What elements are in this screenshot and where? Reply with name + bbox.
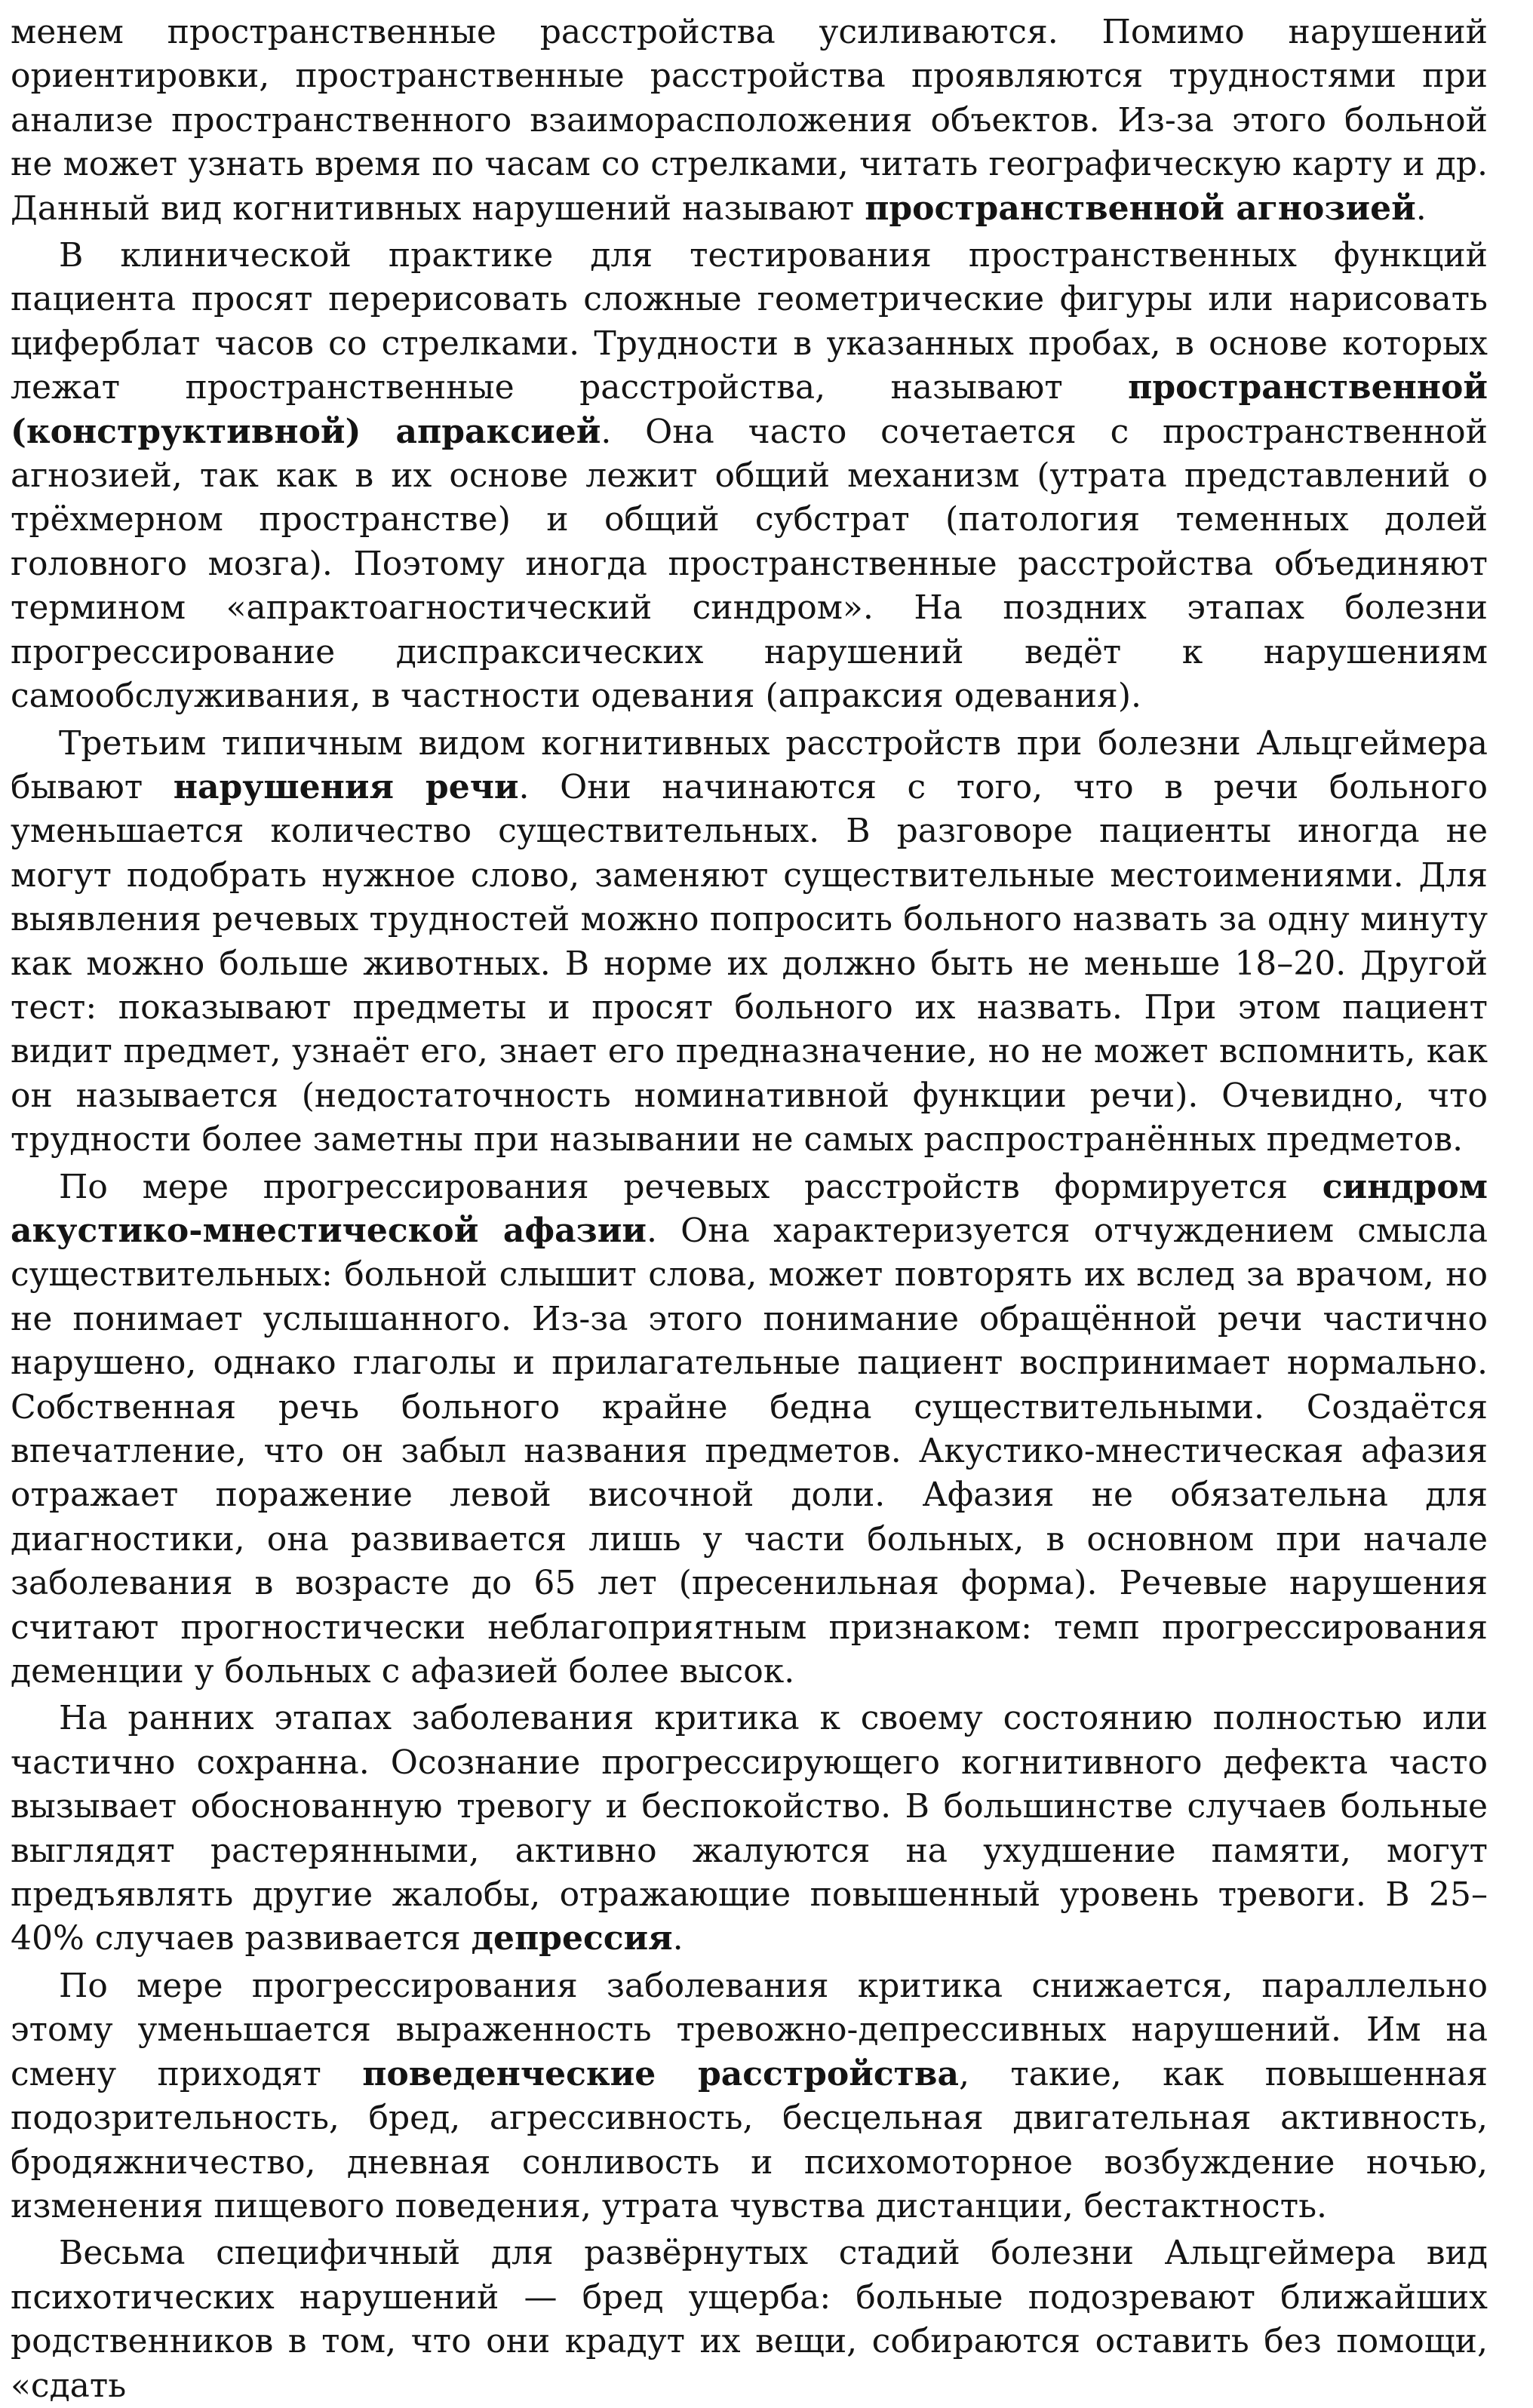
paragraph-text: . Они начинаются с того, что в речи больного уменьшается количество существительных. В разговоре пациенты иногда не могут подобрать нужное слово, заменяют существительные местоимениями. Для выявления речевых трудностей можно попросить больного назвать за одну минуту как можно больше животных. В норме их должно быть не меньше 18–20. Другой тест: показывают предметы и просят больного их назвать. При этом пациент видит предмет, узнаёт его, знает его предназначение, но не может вспомнить, как он называется (недостаточность номинативной функции речи). Очевидно, что трудности более заметны при назывании не самых распространённых предметов. — [11, 767, 1488, 1159]
bold-term: синдром акустико-мнестической афазии — [11, 1167, 1488, 1250]
paragraph-text: В клинической практике для тестирования пространственных функций пациента просят перерисовать сложные геометрические фигуры или нарисовать циферблат часов со стрелками. Трудности в указанных пробах, в основе которых лежат пространственные расстройства, называют — [11, 236, 1488, 407]
bold-term: депрессия — [471, 1919, 673, 1958]
paragraph-text: , такие, как повышенная подозрительность, бред, агрессивность, бесцельная двигательная активность, бродяжничество, дневная сонливость и психомоторное возбуждение ночью, изменения пищевого поведения, утрата чувства дистанции, бестактность. — [11, 2054, 1488, 2225]
text-body — [11, 11, 1488, 2408]
paragraph — [11, 1964, 1488, 2228]
paragraph — [11, 11, 1488, 231]
paragraph-text: На ранних этапах заболевания критика к своему состоянию полностью или частично сохранна. Осознание прогрессирующего когнитивного дефекта часто вызывает обоснованную тревогу и беспокойство. В большинстве случаев больные выглядят растерянными, активно жалуются на ухудшение памяти, могут предъявлять другие жалобы, отражающие повышенный уровень тревоги. В 25–40% случаев развивается — [11, 1699, 1488, 1958]
paragraph — [11, 722, 1488, 1163]
paragraph — [11, 2231, 1488, 2408]
paragraph-text: Весьма специфичный для развёрнутых стадий болезни Альцгеймера вид психотических нарушений — бред ущерба: больные подозревают ближайших родственников в том, что они крадут их вещи, собираются оставить без помощи, «сдать — [11, 2234, 1488, 2405]
paragraph — [11, 1697, 1488, 1961]
bold-term: пространственной агнозией — [865, 189, 1416, 228]
paragraph-text: . — [1415, 189, 1427, 228]
paragraph-text: менем пространственные расстройства усиливаются. Помимо нарушений ориентировки, пространственные расстройства проявляются трудностями при анализе пространственного взаиморасположения объектов. Из-за этого больной не может узнать время по часам со стрелками, читать географическую карту и др. Данный вид когнитивных нарушений называют — [11, 13, 1488, 228]
bold-term: нарушения речи — [173, 767, 519, 806]
bold-term: пространственной (конструктивной) апраксией — [11, 368, 1488, 451]
paragraph-text: Третьим типичным видом когнитивных расстройств при болезни Альцгеймера бывают — [11, 723, 1488, 806]
paragraph — [11, 1166, 1488, 1694]
paragraph-text: . Она характеризуется отчуждением смысла существительных: больной слышит слова, может повторять их вслед за врачом, но не понимает услышанного. Из-за этого понимание обращённой речи частично нарушено, однако глаголы и прилагательные пациент воспринимает нормально. Собственная речь больного крайне бедна существительными. Создаётся впечатление, что он забыл названия предметов. Акустико-мнестическая афазия отражает поражение левой височной доли. Афазия не обязательна для диагностики, она развивается лишь у части больных, в основном при начале заболевания в возрасте до 65 лет (пресенильная форма). Речевые нарушения считают прогностически неблагоприятным признаком: темп прогрессирования деменции у больных с афазией более высок. — [11, 1211, 1488, 1691]
paragraph-text: . Она часто сочетается с пространственной агнозией, так как в их основе лежит общий механизм (утрата представлений о трёхмерном пространстве) и общий субстрат (патология теменных долей головного мозга). Поэтому иногда пространственные расстройства объединяют термином «апрактоагностический синдром». На поздних этапах болезни прогрессирование диспраксических нарушений ведёт к нарушениям самообслуживания, в частности одевания (апраксия одевания). — [11, 412, 1488, 716]
bold-term: поведенческие расстройства — [362, 2054, 959, 2093]
paragraph-text: По мере прогрессирования заболевания критика снижается, параллельно этому уменьшается выраженность тревожно-депрессивных нарушений. Им на смену приходят — [11, 1966, 1488, 2093]
paragraph-text: По мере прогрессирования речевых расстройств формируется — [59, 1167, 1323, 1206]
paragraph — [11, 234, 1488, 718]
paragraph-text: . — [672, 1919, 684, 1958]
